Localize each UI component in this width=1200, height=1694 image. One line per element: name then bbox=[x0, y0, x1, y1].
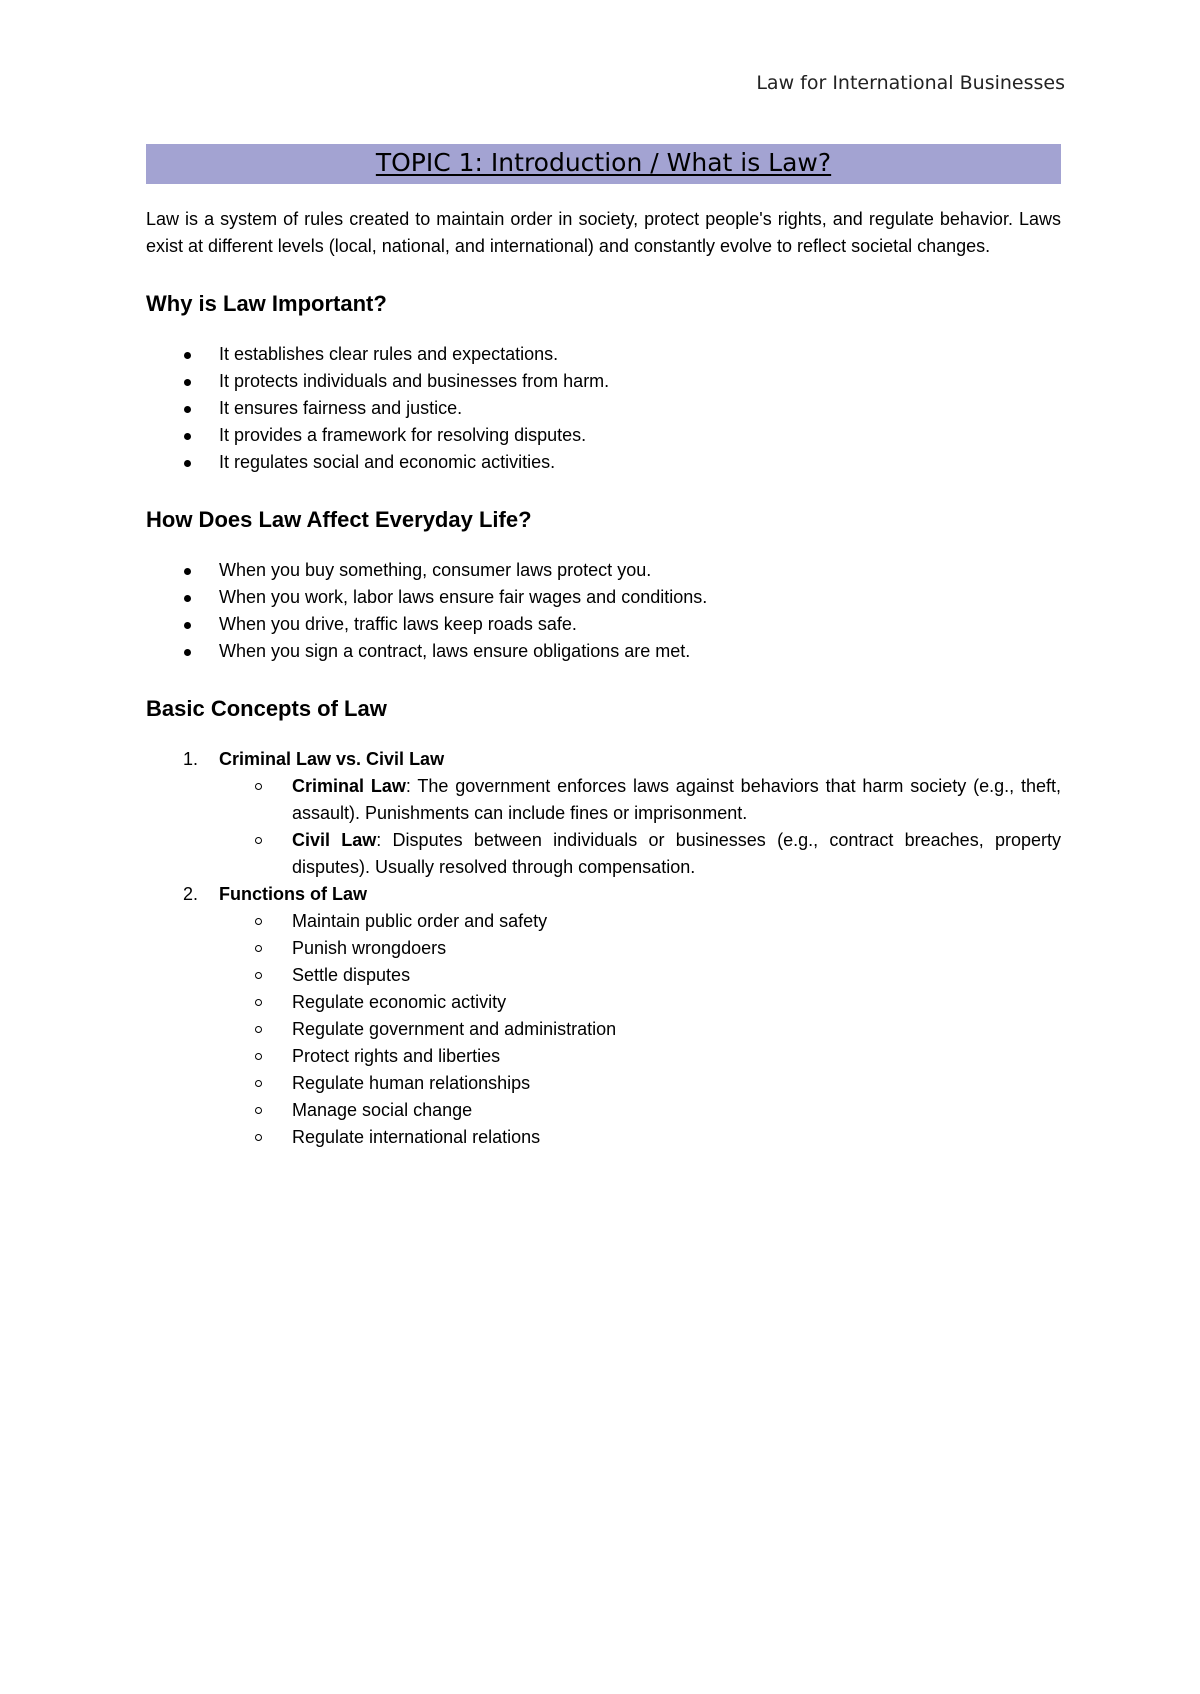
bullet-icon bbox=[184, 433, 191, 440]
basic-concepts-heading: Basic Concepts of Law bbox=[146, 696, 387, 721]
list-item-text: It provides a framework for resolving disputes. bbox=[219, 425, 587, 445]
numbered-item bbox=[146, 881, 1061, 1151]
list-item-text: It regulates social and economic activities. bbox=[219, 452, 556, 472]
list-item bbox=[146, 368, 1061, 395]
list-item-text: When you drive, traffic laws keep roads safe. bbox=[219, 614, 577, 634]
circle-bullet-icon bbox=[255, 945, 262, 952]
list-item-text: When you sign a contract, laws ensure obligations are met. bbox=[219, 641, 691, 661]
circle-bullet-icon bbox=[255, 1107, 262, 1114]
circle-bullet-icon bbox=[255, 837, 262, 844]
sub-list bbox=[219, 908, 1061, 1151]
why-list bbox=[146, 341, 1061, 476]
term-definition: : Disputes between individuals or businesses (e.g., contract breaches, property disputes). Usually resolved through compensation. bbox=[292, 830, 1061, 877]
term: Civil Law bbox=[292, 830, 377, 850]
circle-bullet-icon bbox=[255, 1080, 262, 1087]
bullet-icon bbox=[184, 649, 191, 656]
sub-list-item-text: Manage social change bbox=[292, 1100, 473, 1120]
list-item-text: It protects individuals and businesses from harm. bbox=[219, 371, 610, 391]
bullet-icon bbox=[184, 595, 191, 602]
sub-list-item bbox=[219, 1097, 1061, 1124]
bullet-icon bbox=[184, 379, 191, 386]
circle-bullet-icon bbox=[255, 1134, 262, 1141]
list-item-text: When you buy something, consumer laws protect you. bbox=[219, 560, 652, 580]
sub-list-item-text: Settle disputes bbox=[292, 965, 411, 985]
document-body bbox=[146, 144, 1061, 1151]
list-item bbox=[146, 584, 1061, 611]
list-item bbox=[146, 341, 1061, 368]
intro-paragraph: Law is a system of rules created to maintain order in society, protect people's rights, and regulate behavior. Laws exist at different levels (local, national, and international) and constantly evolve to reflect societal changes. bbox=[146, 209, 1061, 256]
numbered-item bbox=[146, 746, 1061, 881]
item-number: 1. bbox=[183, 749, 199, 769]
running-header: Law for International Businesses bbox=[756, 72, 1065, 94]
bullet-icon bbox=[184, 568, 191, 575]
topic-title-bar bbox=[146, 144, 1061, 184]
sub-list-item-text: Regulate government and administration bbox=[292, 1019, 617, 1039]
circle-bullet-icon bbox=[255, 1053, 262, 1060]
bullet-icon bbox=[184, 460, 191, 467]
circle-bullet-icon bbox=[255, 783, 262, 790]
basic-concepts-list bbox=[146, 746, 1061, 1151]
sub-list-item-text: Punish wrongdoers bbox=[292, 938, 447, 958]
sub-list bbox=[219, 773, 1061, 881]
sub-list-item-text: Regulate economic activity bbox=[292, 992, 507, 1012]
bullet-icon bbox=[184, 352, 191, 359]
sub-list-item bbox=[219, 1016, 1061, 1043]
how-list bbox=[146, 557, 1061, 665]
item-number: 2. bbox=[183, 884, 199, 904]
term: Criminal Law bbox=[292, 776, 406, 796]
term-definition: : The government enforces laws against behaviors that harm society (e.g., theft, assault). Punishments can include fines or imprisonment. bbox=[292, 776, 1061, 823]
sub-list-item-text: Regulate human relationships bbox=[292, 1073, 531, 1093]
why-heading: Why is Law Important? bbox=[146, 291, 387, 316]
list-item bbox=[146, 422, 1061, 449]
section-title: Criminal Law vs. Civil Law bbox=[219, 749, 445, 769]
sub-list-item bbox=[219, 827, 1061, 881]
sub-list-item bbox=[219, 1070, 1061, 1097]
list-item-text: It establishes clear rules and expectations. bbox=[219, 344, 559, 364]
circle-bullet-icon bbox=[255, 918, 262, 925]
bullet-icon bbox=[184, 406, 191, 413]
sub-list-item bbox=[219, 908, 1061, 935]
list-item bbox=[146, 449, 1061, 476]
sub-list-item bbox=[219, 1124, 1061, 1151]
list-item bbox=[146, 611, 1061, 638]
sub-list-item bbox=[219, 935, 1061, 962]
section-title: Functions of Law bbox=[219, 884, 367, 904]
circle-bullet-icon bbox=[255, 972, 262, 979]
list-item-text: When you work, labor laws ensure fair wages and conditions. bbox=[219, 587, 708, 607]
page-title: TOPIC 1: Introduction / What is Law? bbox=[375, 148, 832, 177]
list-item bbox=[146, 638, 1061, 665]
sub-list-item bbox=[219, 773, 1061, 827]
sub-list-item bbox=[219, 1043, 1061, 1070]
how-heading: How Does Law Affect Everyday Life? bbox=[146, 507, 532, 532]
sub-list-item bbox=[219, 962, 1061, 989]
bullet-icon bbox=[184, 622, 191, 629]
sub-list-item-text: Maintain public order and safety bbox=[292, 911, 548, 931]
list-item-text: It ensures fairness and justice. bbox=[219, 398, 463, 418]
circle-bullet-icon bbox=[255, 999, 262, 1006]
sub-list-item bbox=[219, 989, 1061, 1016]
sub-list-item-text: Regulate international relations bbox=[292, 1127, 541, 1147]
sub-list-item-text: Protect rights and liberties bbox=[292, 1046, 501, 1066]
list-item bbox=[146, 395, 1061, 422]
circle-bullet-icon bbox=[255, 1026, 262, 1033]
list-item bbox=[146, 557, 1061, 584]
